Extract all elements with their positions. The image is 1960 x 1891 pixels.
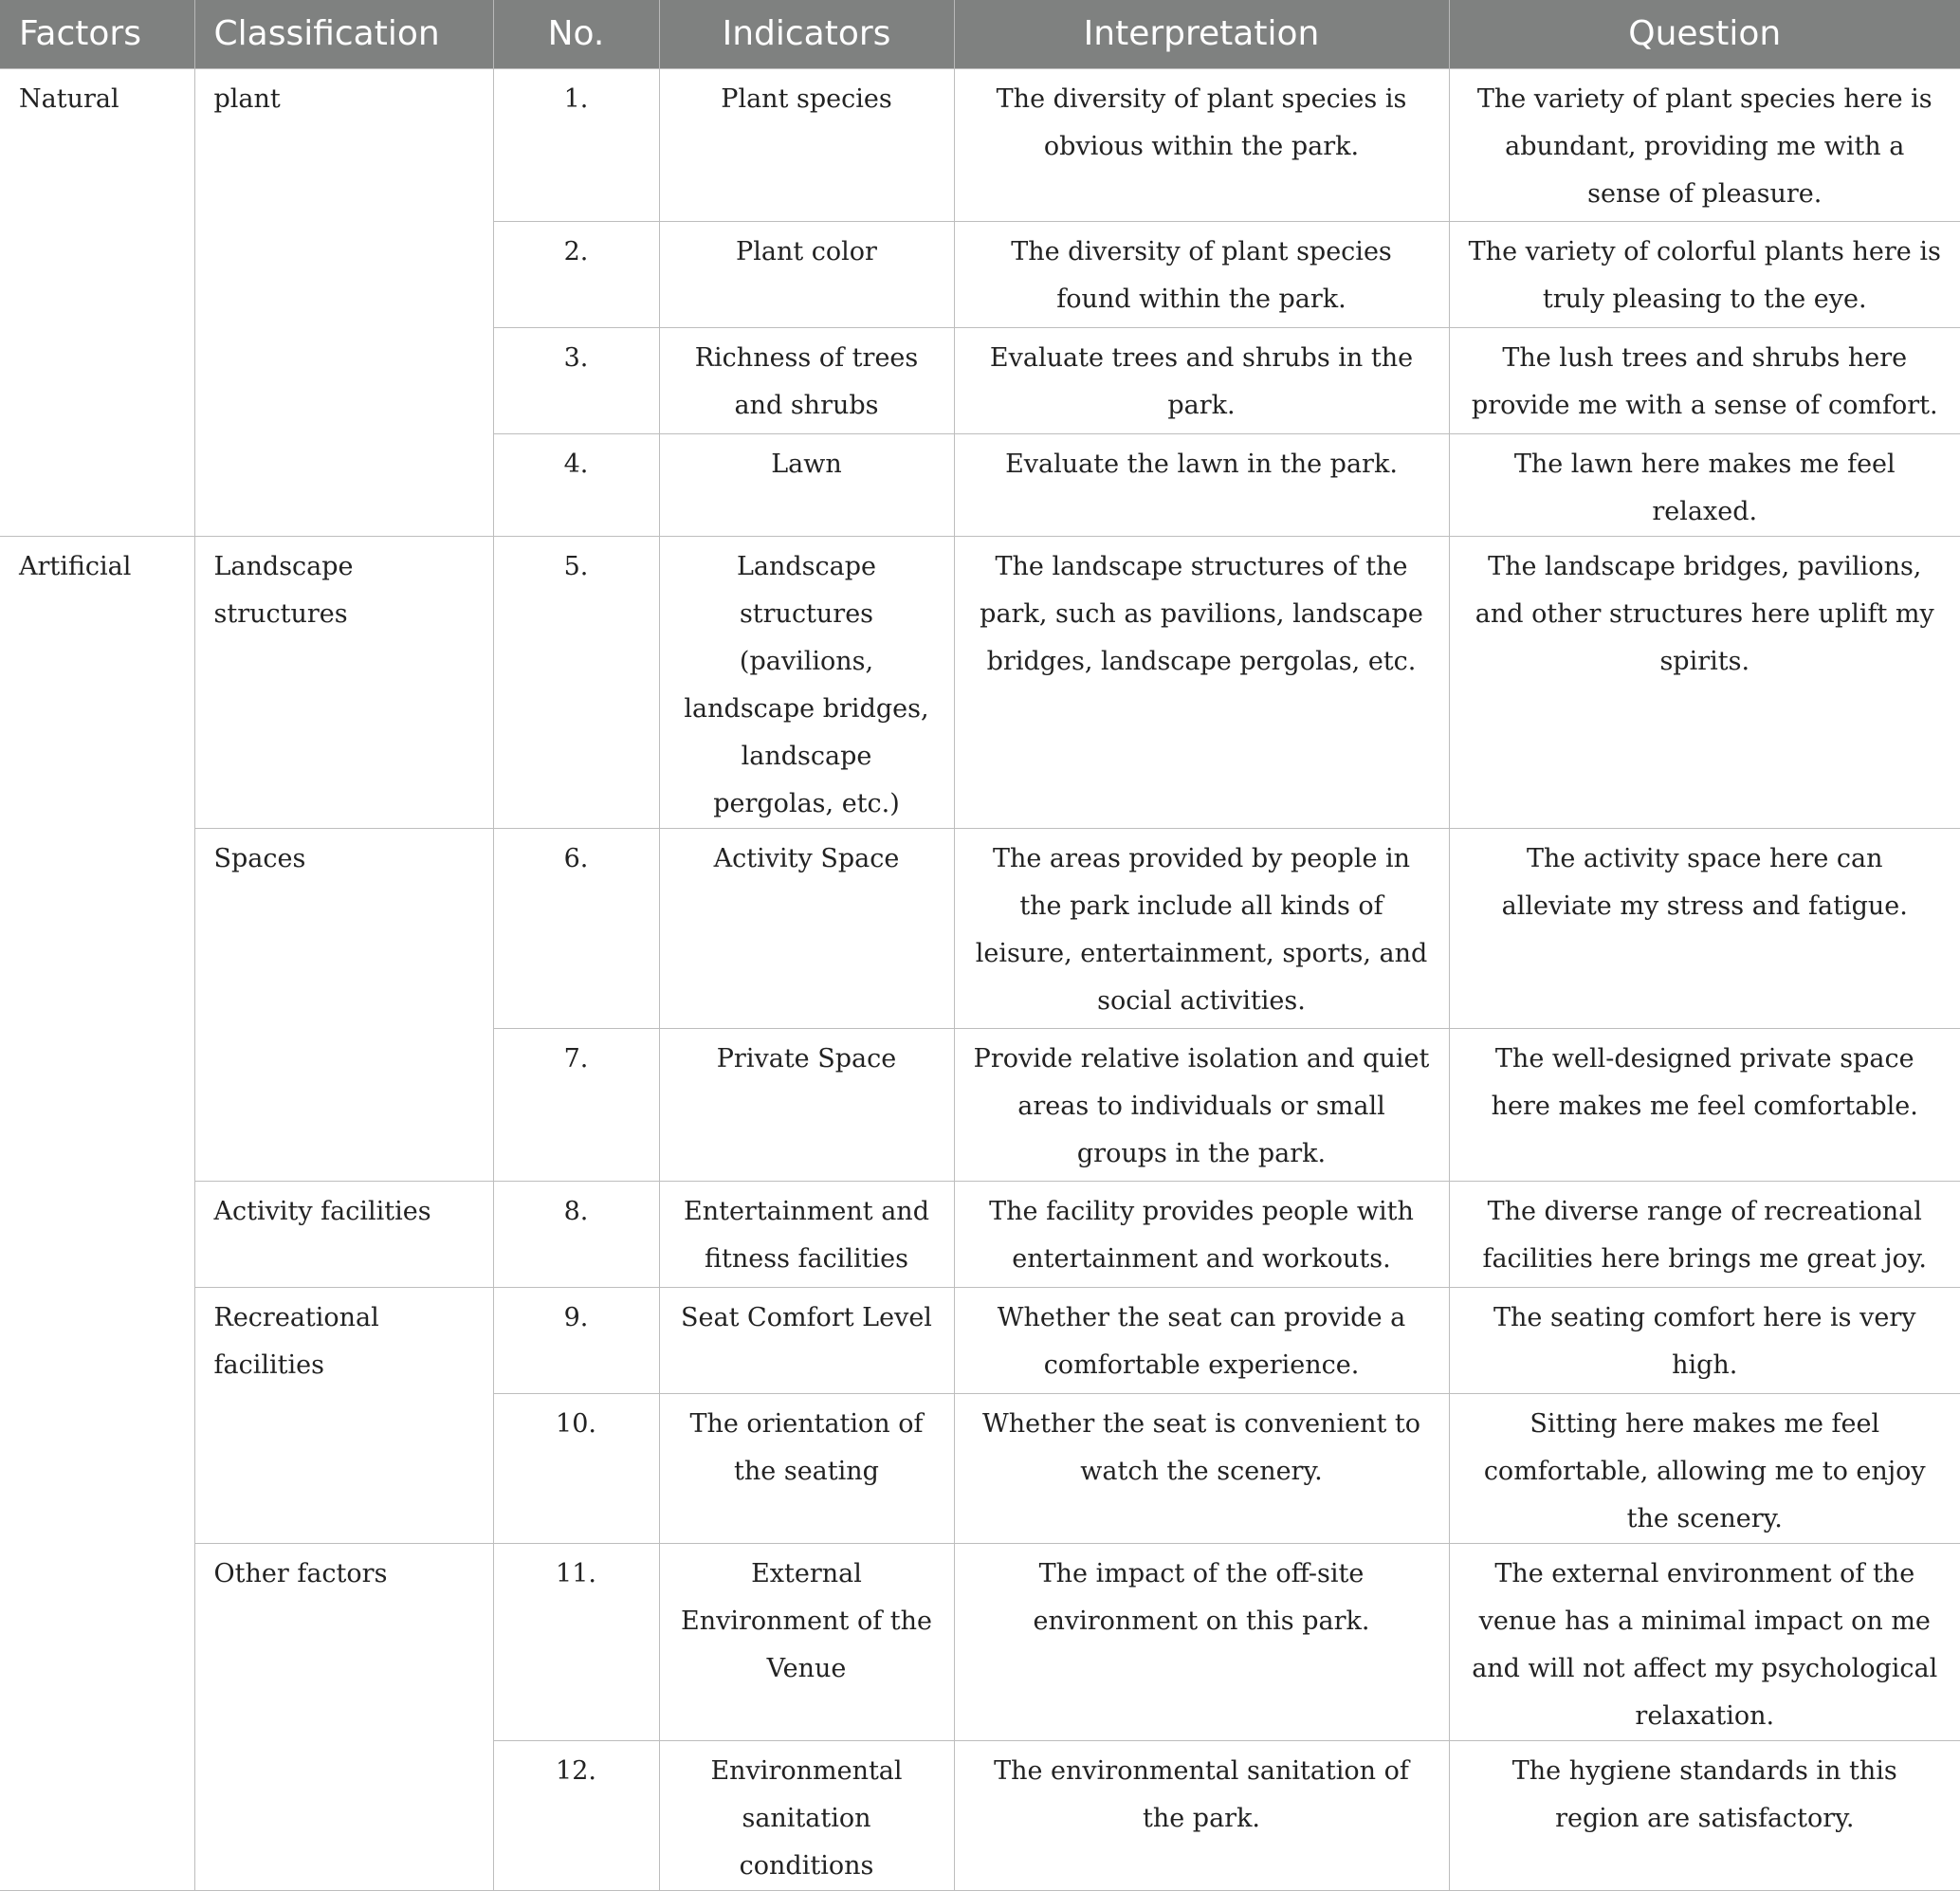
row-number: 7. bbox=[493, 1029, 659, 1182]
interpretation-cell: The facility provides people with entertainment and workouts. bbox=[954, 1182, 1449, 1288]
header-classification: Classification bbox=[194, 0, 493, 69]
classification-other-factors: Other factors bbox=[194, 1544, 493, 1891]
header-no: No. bbox=[493, 0, 659, 69]
row-number: 3. bbox=[493, 328, 659, 434]
interpretation-cell: The landscape structures of the park, such as pavilions, landscape bridges, landscape pergolas, etc. bbox=[954, 537, 1449, 829]
classification-landscape-structures: Landscape structures bbox=[194, 537, 493, 829]
interpretation-cell: Evaluate trees and shrubs in the park. bbox=[954, 328, 1449, 434]
indicator-cell: Richness of trees and shrubs bbox=[659, 328, 954, 434]
row-number: 4. bbox=[493, 434, 659, 537]
indicator-cell: Landscape structures (pavilions, landscape bridges, landscape pergolas, etc.) bbox=[659, 537, 954, 829]
table-row bbox=[0, 829, 1960, 1029]
question-cell: The external environment of the venue has a minimal impact on me and will not affect my psychological relaxation. bbox=[1449, 1544, 1960, 1741]
header-interpretation: Interpretation bbox=[954, 0, 1449, 69]
indicator-cell: Environmental sanitation conditions bbox=[659, 1741, 954, 1891]
row-number: 8. bbox=[493, 1182, 659, 1288]
indicator-cell: Lawn bbox=[659, 434, 954, 537]
header-question: Question bbox=[1449, 0, 1960, 69]
indicator-cell: Seat Comfort Level bbox=[659, 1288, 954, 1394]
table-row bbox=[0, 1544, 1960, 1741]
row-number: 12. bbox=[493, 1741, 659, 1891]
interpretation-cell: The diversity of plant species is obvious within the park. bbox=[954, 69, 1449, 222]
indicator-cell: Plant color bbox=[659, 222, 954, 328]
question-cell: The lush trees and shrubs here provide me with a sense of comfort. bbox=[1449, 328, 1960, 434]
table-row bbox=[0, 1288, 1960, 1394]
indicator-cell: External Environment of the Venue bbox=[659, 1544, 954, 1741]
table-row bbox=[0, 1182, 1960, 1288]
factor-artificial: Artificial bbox=[0, 537, 194, 1891]
interpretation-cell: Provide relative isolation and quiet areas to individuals or small groups in the park. bbox=[954, 1029, 1449, 1182]
row-number: 9. bbox=[493, 1288, 659, 1394]
interpretation-cell: Evaluate the lawn in the park. bbox=[954, 434, 1449, 537]
header-indicators: Indicators bbox=[659, 0, 954, 69]
interpretation-cell: Whether the seat is convenient to watch the scenery. bbox=[954, 1394, 1449, 1544]
question-cell: The hygiene standards in this region are satisfactory. bbox=[1449, 1741, 1960, 1891]
row-number: 5. bbox=[493, 537, 659, 829]
indicator-cell: Activity Space bbox=[659, 829, 954, 1029]
row-number: 6. bbox=[493, 829, 659, 1029]
row-number: 11. bbox=[493, 1544, 659, 1741]
table-row bbox=[0, 69, 1960, 222]
classification-spaces: Spaces bbox=[194, 829, 493, 1182]
header-row bbox=[0, 0, 1960, 69]
question-cell: The lawn here makes me feel relaxed. bbox=[1449, 434, 1960, 537]
interpretation-cell: The diversity of plant species found within the park. bbox=[954, 222, 1449, 328]
classification-activity-facilities: Activity facilities bbox=[194, 1182, 493, 1288]
question-cell: The seating comfort here is very high. bbox=[1449, 1288, 1960, 1394]
interpretation-cell: The impact of the off-site environment on this park. bbox=[954, 1544, 1449, 1741]
question-cell: Sitting here makes me feel comfortable, allowing me to enjoy the scenery. bbox=[1449, 1394, 1960, 1544]
question-cell: The diverse range of recreational facilities here brings me great joy. bbox=[1449, 1182, 1960, 1288]
row-number: 2. bbox=[493, 222, 659, 328]
question-cell: The landscape bridges, pavilions, and other structures here uplift my spirits. bbox=[1449, 537, 1960, 829]
question-cell: The well-designed private space here makes me feel comfortable. bbox=[1449, 1029, 1960, 1182]
classification-recreational-facilities: Recreational facilities bbox=[194, 1288, 493, 1544]
question-cell: The variety of colorful plants here is truly pleasing to the eye. bbox=[1449, 222, 1960, 328]
row-number: 10. bbox=[493, 1394, 659, 1544]
row-number: 1. bbox=[493, 69, 659, 222]
interpretation-cell: The areas provided by people in the park include all kinds of leisure, entertainment, sports, and social activities. bbox=[954, 829, 1449, 1029]
interpretation-cell: Whether the seat can provide a comfortable experience. bbox=[954, 1288, 1449, 1394]
indicator-cell: Private Space bbox=[659, 1029, 954, 1182]
question-cell: The variety of plant species here is abundant, providing me with a sense of pleasure. bbox=[1449, 69, 1960, 222]
table-row bbox=[0, 537, 1960, 829]
interpretation-cell: The environmental sanitation of the park. bbox=[954, 1741, 1449, 1891]
question-cell: The activity space here can alleviate my stress and fatigue. bbox=[1449, 829, 1960, 1029]
indicator-cell: Entertainment and fitness facilities bbox=[659, 1182, 954, 1288]
factor-natural: Natural bbox=[0, 69, 194, 537]
header-factors: Factors bbox=[0, 0, 194, 69]
indicator-cell: Plant species bbox=[659, 69, 954, 222]
classification-plant: plant bbox=[194, 69, 493, 537]
indicator-cell: The orientation of the seating bbox=[659, 1394, 954, 1544]
